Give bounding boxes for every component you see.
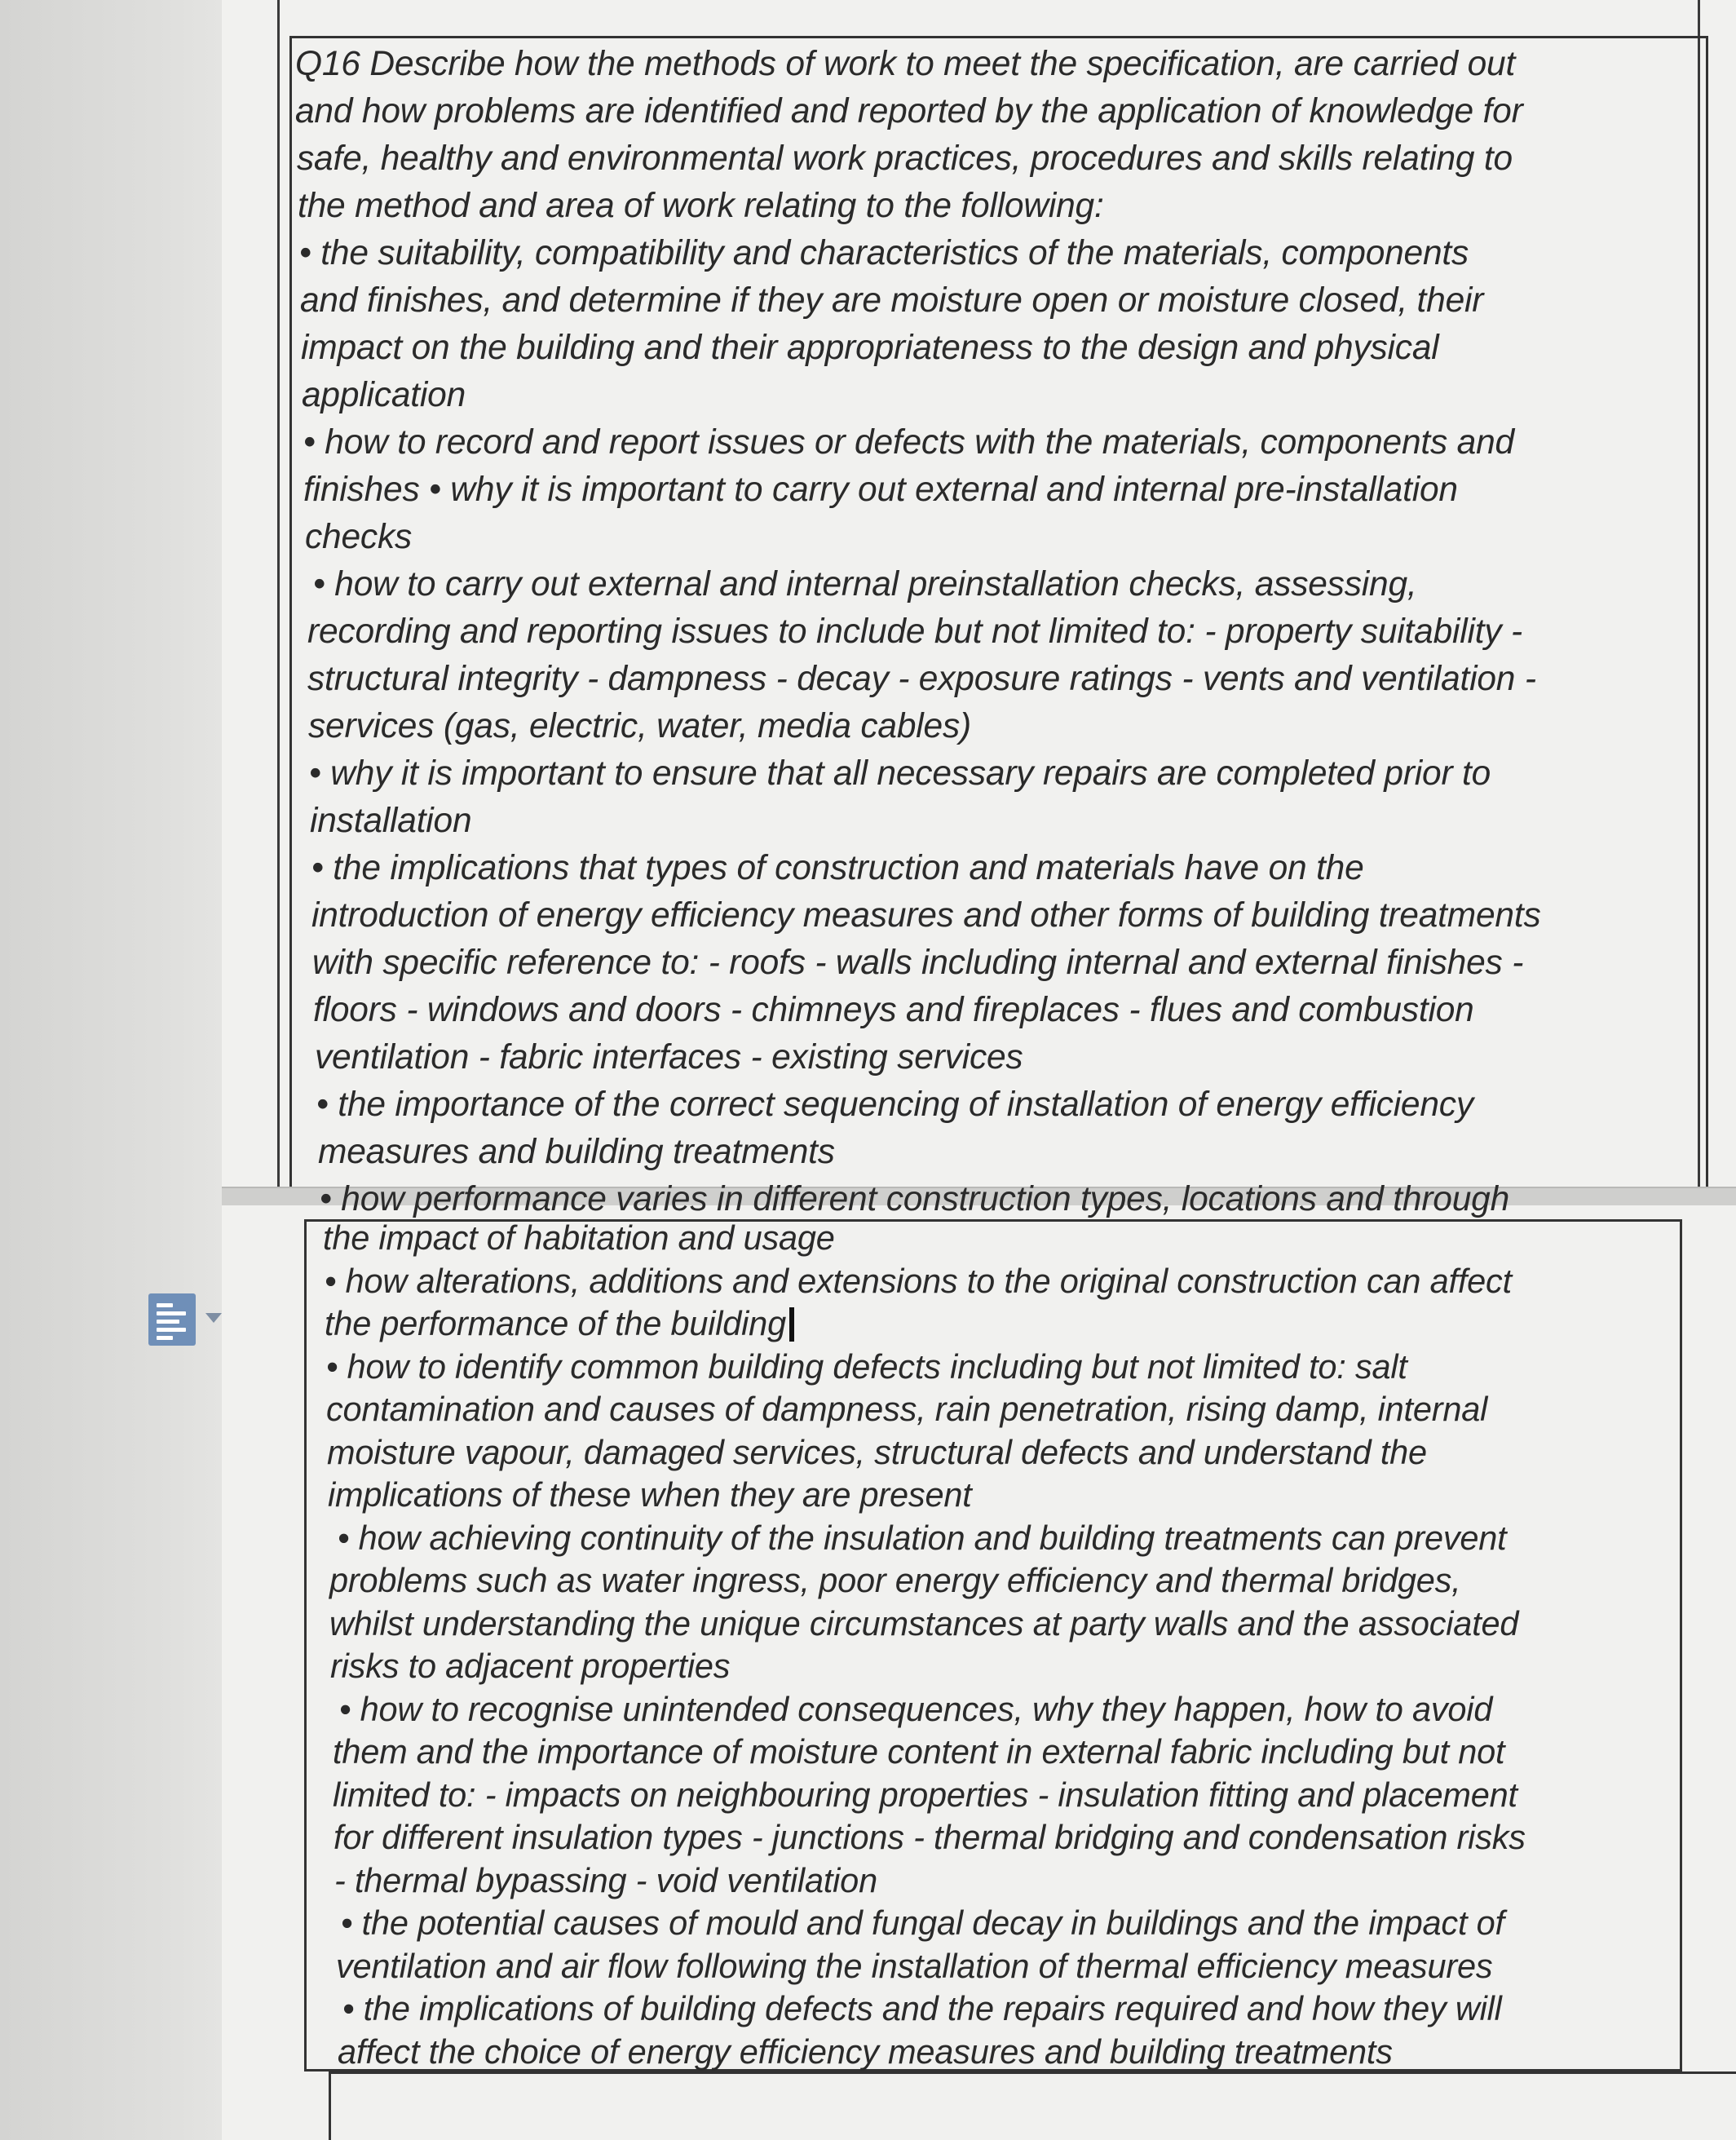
text-line: with specific reference to: - roofs - walls including internal and external finishes - [312, 944, 1524, 982]
text-line: whilst understanding the unique circumstances at party walls and the associated [329, 1603, 1519, 1643]
text-line: • the potential causes of mould and fungal decay in buildings and the impact of [341, 1903, 1504, 1942]
text-line: Q16 Describe how the methods of work to meet the specification, are carried out [295, 45, 1516, 83]
text-line: recording and reporting issues to include but not limited to: - property suitability - [307, 612, 1522, 651]
text-line: the performance of the building [325, 1304, 786, 1342]
text-line: • why it is important to ensure that all necessary repairs are completed prior to [309, 754, 1491, 793]
text-line: ventilation - fabric interfaces - existing services [315, 1038, 1023, 1077]
text-line: • how to record and report issues or defects with the materials, components and [303, 423, 1514, 462]
table-cell-answer[interactable] [329, 2071, 1736, 2140]
text-cursor [789, 1307, 794, 1342]
text-line: problems such as water ingress, poor energy efficiency and thermal bridges, [329, 1561, 1461, 1599]
text-line: ventilation and air flow following the installation of thermal efficiency measures [336, 1946, 1493, 1985]
text-line: • the suitability, compatibility and characteristics of the materials, components [299, 234, 1469, 272]
text-line: • the implications of building defects and the repairs required and how they will [342, 1989, 1502, 2027]
left-margin [0, 0, 222, 2140]
text-line: • how to identify common building defects including but not limited to: salt [326, 1346, 1407, 1386]
text-line: structural integrity - dampness - decay - exposure ratings - vents and ventilation - [307, 660, 1536, 698]
text-line: application [302, 376, 466, 414]
text-line: implications of these when they are present [328, 1475, 972, 1514]
text-line: • the implications that types of construction and materials have on the [311, 849, 1364, 887]
text-line: and how problems are identified and reported by the application of knowledge for [295, 92, 1523, 130]
text-line: them and the importance of moisture content in external fabric including but not [333, 1732, 1505, 1771]
text-line: and finishes, and determine if they are moisture open or moisture closed, their [300, 281, 1484, 320]
text-line: floors - windows and doors - chimneys and fireplaces - flues and combustion [313, 991, 1474, 1029]
text-line: measures and building treatments [318, 1133, 835, 1171]
text-line: the method and area of work relating to the following: [298, 187, 1104, 225]
question-text-block-1 [295, 41, 1541, 1223]
text-line: • the importance of the correct sequencing of installation of energy efficiency [316, 1085, 1473, 1124]
text-line: • how to carry out external and internal preinstallation checks, assessing, [313, 565, 1417, 604]
text-line: affect the choice of energy efficiency measures and building treatments [338, 2032, 1393, 2071]
question-text-block-2 [323, 1217, 1526, 2073]
text-line: introduction of energy efficiency measures and other forms of building treatments [311, 896, 1541, 935]
text-line: for different insulation types - junctions - thermal bridging and condensation risks [334, 1818, 1526, 1856]
text-line: the impact of habitation and usage [323, 1218, 835, 1257]
text-line: services (gas, electric, water, media cables) [308, 707, 971, 745]
chevron-down-icon[interactable] [205, 1313, 222, 1323]
text-line: safe, healthy and environmental work practices, procedures and skills relating to [297, 139, 1513, 178]
text-line: limited to: - impacts on neighbouring properties - insulation fitting and placement [333, 1775, 1517, 1814]
text-line: • how to recognise unintended consequences, why they happen, how to avoid [339, 1689, 1493, 1728]
text-line: • how alterations, additions and extensions to the original construction can affect [325, 1261, 1512, 1300]
text-line: risks to adjacent properties [330, 1647, 731, 1685]
text-line: finishes • why it is important to carry out external and internal pre-installation [303, 471, 1458, 509]
text-line: impact on the building and their appropriateness to the design and physical [301, 329, 1439, 367]
text-line: contamination and causes of dampness, rain penetration, rising damp, internal [326, 1390, 1488, 1428]
comment-panel-icon[interactable] [148, 1293, 196, 1346]
text-line: • how achieving continuity of the insulation and building treatments can prevent [338, 1518, 1507, 1557]
text-line: installation [310, 802, 472, 840]
text-line: checks [305, 518, 413, 556]
text-line: • how performance varies in different construction types, locations and through [320, 1180, 1510, 1218]
text-line: moisture vapour, damaged services, structural defects and understand the [327, 1432, 1427, 1471]
text-line: - thermal bypassing - void ventilation [334, 1860, 877, 1899]
text-line-with-cursor[interactable] [325, 1302, 1526, 1346]
